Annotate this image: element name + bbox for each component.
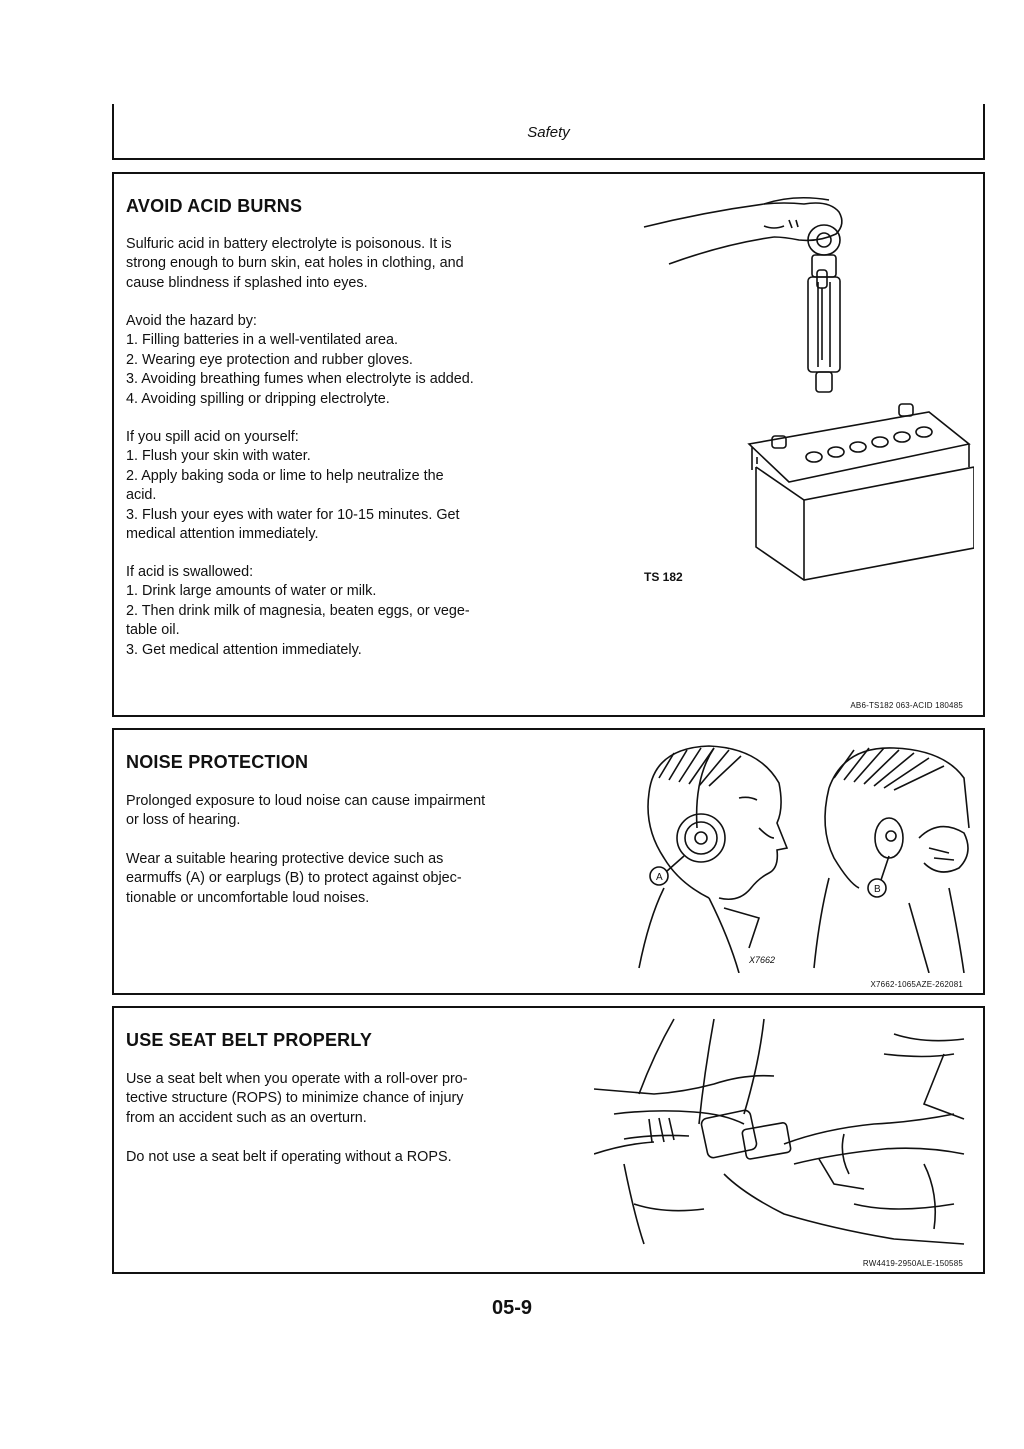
text-line: earmuffs (A) or earplugs (B) to protect against objec-: [126, 870, 462, 887]
acid-burns-section: [112, 172, 985, 717]
acid-reference-code: AB6-TS182 063-ACID 180485: [850, 701, 963, 710]
noise-protection-section: [112, 728, 985, 995]
text-line: 2. Then drink milk of magnesia, beaten eggs, or vege-: [126, 602, 470, 619]
noise-paragraph-2: [126, 850, 462, 908]
text-line: Prolonged exposure to loud noise can cause impairment: [126, 793, 486, 809]
text-line: Sulfuric acid in battery electrolyte is poisonous. It is: [126, 236, 452, 252]
page-number: 05-9: [491, 1297, 533, 1319]
text-line: cause blindness if splashed into eyes.: [126, 274, 368, 291]
text-line: If acid is swallowed:: [126, 564, 254, 580]
acid-burns-heading: AVOID ACID BURNS: [126, 196, 303, 216]
text-line: strong enough to burn skin, eat holes in clothing, and: [126, 255, 464, 272]
text-line: 3. Avoiding breathing fumes when electrolyte is added.: [126, 371, 474, 388]
battery-hydrometer-illustration: [614, 182, 974, 612]
hearing-protection-illustration: [629, 738, 974, 973]
acid-swallow-list: [126, 563, 470, 660]
text-line: Wear a suitable hearing protective device such as: [126, 851, 444, 867]
acid-intro-paragraph: [126, 235, 464, 293]
text-line: tionable or uncomfortable loud noises.: [126, 889, 370, 906]
acid-spill-list: [126, 428, 460, 544]
text-line: 4. Avoiding spilling or dripping electrolyte.: [126, 390, 390, 407]
text-line: table oil.: [126, 622, 180, 639]
text-line: Use a seat belt when you operate with a roll-over pro-: [126, 1071, 468, 1087]
callout-a-label: A: [656, 872, 663, 883]
figure-label-ts182: TS 182: [644, 570, 683, 584]
seat-belt-reference-code: RW4419-2950ALE-150585: [862, 1259, 963, 1268]
text-line: 1. Flush your skin with water.: [126, 448, 311, 465]
seat-belt-paragraph-1: [126, 1070, 468, 1128]
text-line: 2. Wearing eye protection and rubber gloves.: [126, 351, 413, 368]
text-line: or loss of hearing.: [126, 812, 241, 829]
text-line: tective structure (ROPS) to minimize chance of injury: [126, 1090, 464, 1107]
text-line: from an accident such as an overturn.: [126, 1109, 367, 1126]
seat-belt-paragraph-2: [126, 1148, 452, 1167]
text-line: medical attention immediately.: [126, 526, 319, 543]
text-line: 3. Flush your eyes with water for 10-15 minutes. Get: [126, 506, 460, 523]
seat-belt-section: [112, 1006, 985, 1274]
seat-belt-heading: USE SEAT BELT PROPERLY: [126, 1030, 373, 1050]
noise-protection-heading: NOISE PROTECTION: [126, 752, 309, 772]
noise-reference-code: X7662-1065AZE-262081: [870, 980, 963, 989]
acid-avoid-list: [126, 312, 474, 409]
noise-paragraph-1: [126, 792, 485, 831]
text-line: 1. Drink large amounts of water or milk.: [126, 583, 377, 600]
text-line: Do not use a seat belt if operating without a ROPS.: [126, 1149, 452, 1165]
figure-label-x7662: X7662: [749, 955, 776, 965]
text-line: If you spill acid on yourself:: [126, 429, 299, 445]
text-line: 1. Filling batteries in a well-ventilated area.: [126, 332, 398, 349]
text-line: 3. Get medical attention immediately.: [126, 641, 362, 658]
seat-belt-illustration: [594, 1014, 974, 1254]
text-line: acid.: [126, 487, 157, 504]
callout-b-label: B: [874, 884, 881, 895]
text-line: Avoid the hazard by:: [126, 313, 257, 329]
page-header-title: Safety: [527, 124, 570, 141]
text-line: 2. Apply baking soda or lime to help neutralize the: [126, 467, 444, 484]
page-header: [112, 104, 985, 160]
